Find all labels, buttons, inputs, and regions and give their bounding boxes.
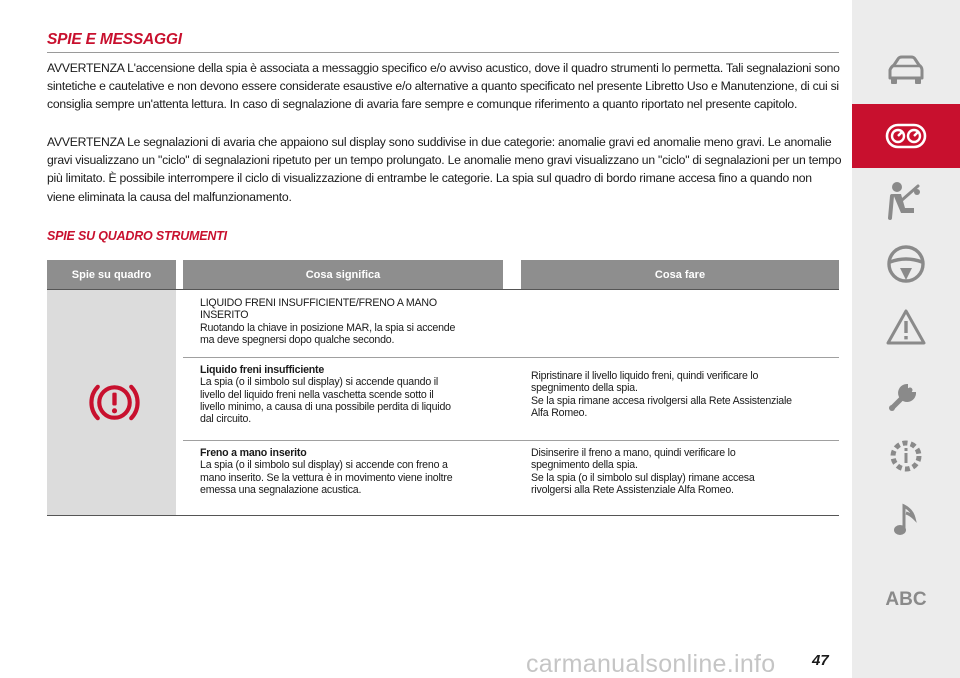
section-title: SPIE E MESSAGGI — [47, 31, 839, 53]
table-header — [47, 260, 839, 289]
meaning-line: livello minimo, a causa di una possibile perdita di liquido — [200, 400, 451, 413]
action-line: Disinserire il freno a mano, quindi verificare lo — [531, 447, 736, 459]
meaning-line: livello del liquido freni nella vaschetta scende sotto il — [200, 388, 434, 401]
sidebar-item-multimedia[interactable] — [852, 488, 960, 552]
meaning-title: Freno a mano inserito — [200, 447, 307, 459]
action-line: Se la spia (o il simbolo sul display) rimane accesa — [531, 471, 755, 484]
table-bottom-rule — [47, 515, 839, 516]
warning-paragraph-1: AVVERTENZA L'accensione della spia è associata a messaggio specifico e/o avviso acustico, dove il quadro strumenti lo permetta. Tali segnalazioni sono sintetiche e cautelative e non devono essere considerate esaustive e/o alternative a quanto specificato nel presente Libretto Uso e Manutenzione, di cui si consiglia sempre un'attenta lettura. In caso di segnalazione di avaria fare sempre e comunque riferimento a quanto riportato nel presente capitolo. — [47, 61, 840, 112]
steering-wheel-icon — [884, 242, 928, 286]
car-icon — [884, 50, 928, 94]
page-number: 47 — [812, 652, 829, 669]
abc-index-label: ABC — [885, 589, 927, 610]
row-divider — [183, 357, 839, 358]
sidebar-item-technical-data[interactable] — [852, 424, 960, 488]
action-line: Ripristinare il livello liquido freni, quindi verificare lo — [531, 370, 759, 382]
table-row-2-meaning — [200, 364, 500, 425]
dashboard-gauges-icon — [884, 114, 928, 158]
music-note-icon — [884, 498, 928, 542]
header-warning-light: Spie su quadro — [47, 260, 176, 289]
wrench-icon — [884, 370, 928, 414]
meaning-line: La spia (o il simbolo sul display) si accende con freno a — [200, 459, 448, 472]
meaning-line: LIQUIDO FRENI INSUFFICIENTE/FRENO A MANO — [200, 297, 437, 309]
sidebar-item-index[interactable] — [852, 568, 960, 632]
action-line: rivolgersi alla Rete Assistenziale Alfa Romeo. — [531, 483, 734, 496]
sidebar-item-maintenance[interactable] — [852, 360, 960, 424]
technical-data-icon — [884, 434, 928, 478]
table-row-3-meaning — [200, 447, 500, 496]
warning-light-cell — [47, 290, 176, 515]
meaning-line: dal circuito. — [200, 413, 251, 426]
table-row-1-meaning — [200, 297, 500, 346]
sidebar-item-vehicle[interactable] — [852, 40, 960, 104]
watermark: carmanualsonline.info — [526, 650, 776, 678]
meaning-title: Liquido freni insufficiente — [200, 364, 325, 376]
seat-safety-icon — [884, 178, 928, 222]
action-line: spegnimento della spia. — [531, 459, 638, 472]
sidebar-item-safety[interactable] — [852, 168, 960, 232]
meaning-line: mano inserito. Se la vettura è in movimento viene inoltre — [200, 471, 453, 484]
meaning-line: INSERITO — [200, 309, 249, 322]
table-row-3-action — [531, 447, 841, 496]
row-divider — [183, 440, 839, 441]
chapter-sidebar — [852, 0, 960, 678]
table-body — [47, 290, 839, 516]
header-meaning: Cosa significa — [183, 260, 503, 289]
warning-triangle-icon — [884, 306, 928, 350]
meaning-line: ma deve spegnersi dopo qualche secondo. — [200, 333, 395, 346]
brake-warning-icon — [85, 373, 144, 432]
action-line: spegnimento della spia. — [531, 382, 638, 395]
warning-lights-table — [47, 260, 839, 496]
action-line: Alfa Romeo. — [531, 406, 588, 419]
warning-paragraph-2: AVVERTENZA Le segnalazioni di avaria che appaiono sul display sono suddivise in due categorie: anomalie gravi ed anomalie meno gravi. Le anomalie gravi visualizzano un "ciclo" di segnalazioni ripetuto per un tempo prolungato. Le anomalie meno gravi visualizzano un "ciclo" di segnalazioni per un tempo più limitato. È possibile interrompere il ciclo di visualizzazione di entrambe le categorie. La spia sul quadro di bordo rimane accesa fino a quando non viene eliminata la causa del malfunzionamento. — [47, 135, 842, 204]
sidebar-item-instruments[interactable] — [852, 104, 960, 168]
header-action: Cosa fare — [521, 260, 839, 289]
subsection-title: SPIE SU QUADRO STRUMENTI — [47, 229, 227, 243]
meaning-line: La spia (o il simbolo sul display) si accende quando il — [200, 376, 439, 389]
meaning-line: Ruotando la chiave in posizione MAR, la spia si accende — [200, 321, 456, 334]
sidebar-item-driving[interactable] — [852, 232, 960, 296]
meaning-line: emessa una segnalazione acustica. — [200, 483, 362, 496]
table-row-2-action — [531, 370, 841, 419]
action-line: Se la spia rimane accesa rivolgersi alla Rete Assistenziale — [531, 394, 792, 407]
sidebar-item-emergency[interactable] — [852, 296, 960, 360]
